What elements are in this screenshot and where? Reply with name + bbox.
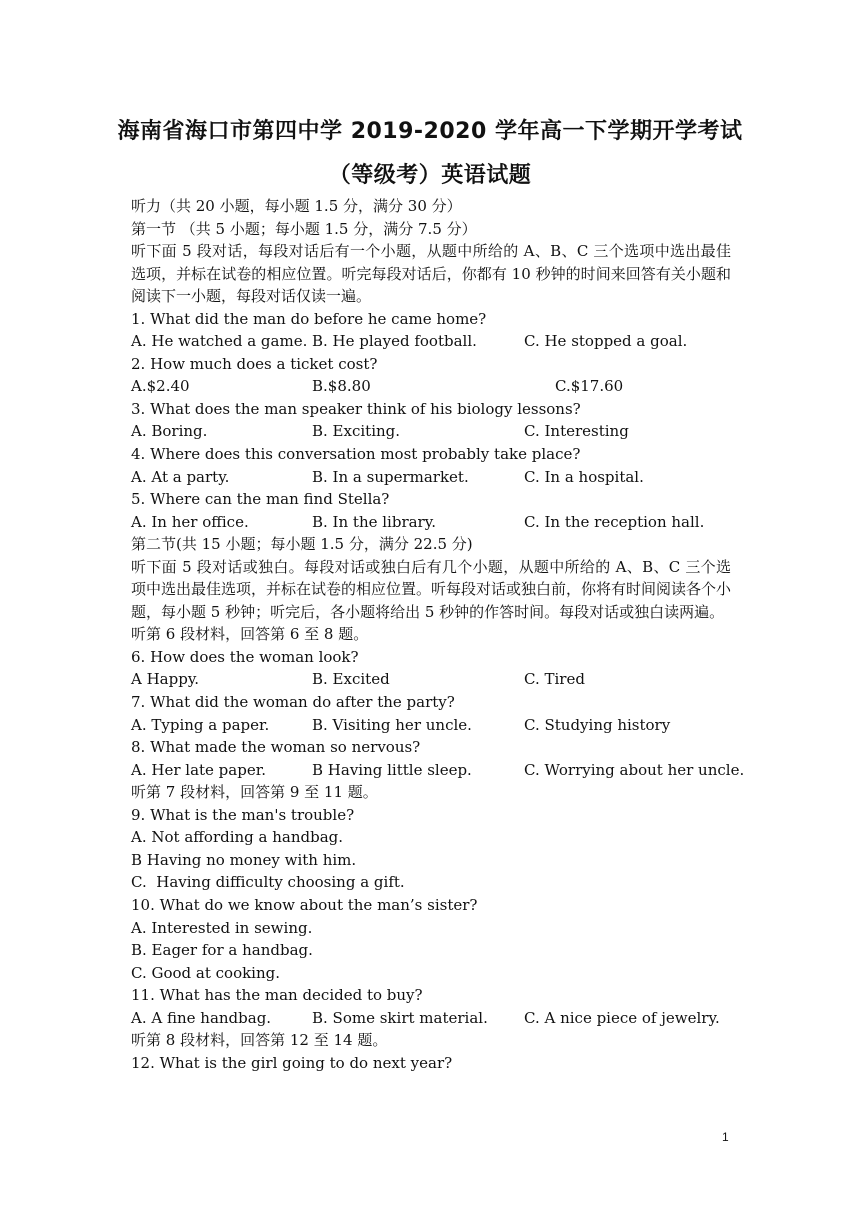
- option-b: B. Eager for a handbag.: [131, 941, 313, 960]
- options-3: [131, 420, 731, 443]
- option-b: B. In a supermarket.: [312, 467, 469, 486]
- option-c: C. In the reception hall.: [524, 512, 705, 531]
- option-b: B. Visiting her uncle.: [312, 715, 472, 734]
- options-5: [131, 511, 731, 534]
- options-4: [131, 466, 731, 489]
- option-c: C.$17.60: [555, 377, 624, 396]
- option-c: C. Worrying about her uncle.: [524, 760, 745, 779]
- option-b: B. Some skirt material.: [312, 1008, 488, 1027]
- option-c: C. A nice piece of jewelry.: [524, 1008, 720, 1027]
- option-c: C. Good at cooking.: [131, 963, 281, 982]
- option-b: B.$8.80: [312, 377, 371, 396]
- option-b: B. Excited: [312, 670, 390, 689]
- option-a: A. Interested in sewing.: [131, 918, 313, 937]
- question-5: 5. Where can the man find Stella?: [131, 490, 390, 509]
- question-7: 7. What did the woman do after the party?: [131, 693, 455, 712]
- exam-body: [131, 195, 745, 1074]
- question-4: 4. Where does this conversation most probably take place?: [131, 445, 581, 464]
- option-b: B. Exciting.: [312, 422, 401, 441]
- option-a: A Happy.: [131, 670, 200, 689]
- option-a: A.$2.40: [131, 377, 190, 396]
- part1-instructions: 听下面 5 段对话，每段对话后有一个小题，从题中所给的 A、B、C 三个选项中选出最佳选项，并标在试卷的相应位置。听完每段对话后，你都有 10 秒钟的时间来回答有关小题和阅读下一小题，每段对话仅读一遍。: [131, 242, 731, 306]
- options-11: [131, 1007, 731, 1030]
- option-b: B. He played football.: [312, 332, 477, 351]
- option-a: A. He watched a game.: [131, 332, 308, 351]
- option-a: A. Her late paper.: [131, 760, 266, 779]
- option-a: A. At a party.: [131, 467, 230, 486]
- question-2: 2. How much does a ticket cost?: [131, 354, 378, 373]
- part2-heading: 第二节(共 15 小题；每小题 1.5 分，满分 22.5 分): [131, 535, 473, 554]
- page-subtitle: （等级考）英语试题: [328, 163, 532, 188]
- option-b: B. In the library.: [312, 512, 436, 531]
- part2-instructions: 听下面 5 段对话或独白。每段对话或独白后有几个小题，从题中所给的 A、B、C 三个选项中选出最佳选项，并标在试卷的相应位置。听每段对话或独白前，你将有时间阅读各个小题，每小题 5 秒钟；听完后，各小题将给出 5 秒钟的作答时间。每段对话或独白读两遍。: [131, 557, 732, 621]
- material-6: 听第 6 段材料，回答第 6 至 8 题。: [131, 625, 369, 644]
- question-9: 9. What is the man's trouble?: [131, 805, 355, 824]
- section-heading: 听力（共 20 小题，每小题 1.5 分，满分 30 分）: [131, 197, 462, 215]
- material-7: 听第 7 段材料，回答第 9 至 11 题。: [131, 783, 378, 802]
- option-a: A. In her office.: [131, 512, 249, 531]
- question-10: 10. What do we know about the man’s sister?: [131, 895, 478, 914]
- option-a: A. Not affording a handbag.: [131, 828, 344, 847]
- options-6: [131, 668, 731, 691]
- options-1: [131, 330, 731, 353]
- options-8: [131, 759, 745, 782]
- question-8: 8. What made the woman so nervous?: [131, 738, 421, 757]
- option-a: A. Typing a paper.: [131, 715, 270, 734]
- part1-heading: 第一节 （共 5 小题；每小题 1.5 分，满分 7.5 分）: [131, 219, 477, 238]
- option-b: B Having little sleep.: [312, 760, 472, 779]
- question-12: 12. What is the girl going to do next year?: [131, 1053, 453, 1072]
- option-c: C. Tired: [524, 670, 585, 689]
- material-8: 听第 8 段材料，回答第 12 至 14 题。: [131, 1031, 388, 1050]
- option-a: A. A fine handbag.: [131, 1008, 272, 1027]
- option-c: C. Having difficulty choosing a gift.: [131, 873, 405, 892]
- option-c: C. In a hospital.: [524, 467, 644, 486]
- question-6: 6. How does the woman look?: [131, 647, 359, 666]
- option-c: C. He stopped a goal.: [524, 332, 688, 351]
- option-c: C. Studying history: [524, 715, 671, 734]
- option-a: A. Boring.: [131, 422, 208, 441]
- option-c: C. Interesting: [524, 422, 629, 441]
- page-number: 1: [722, 1130, 729, 1144]
- question-3: 3. What does the man speaker think of his biology lessons?: [131, 399, 581, 418]
- page-title: 海南省海口市第四中学 2019-2020 学年高一下学期开学考试: [117, 119, 743, 144]
- options-7: [131, 714, 731, 737]
- options-2: [131, 375, 731, 398]
- option-b: B Having no money with him.: [131, 850, 357, 869]
- question-11: 11. What has the man decided to buy?: [131, 986, 423, 1005]
- question-1: 1. What did the man do before he came home?: [131, 309, 487, 328]
